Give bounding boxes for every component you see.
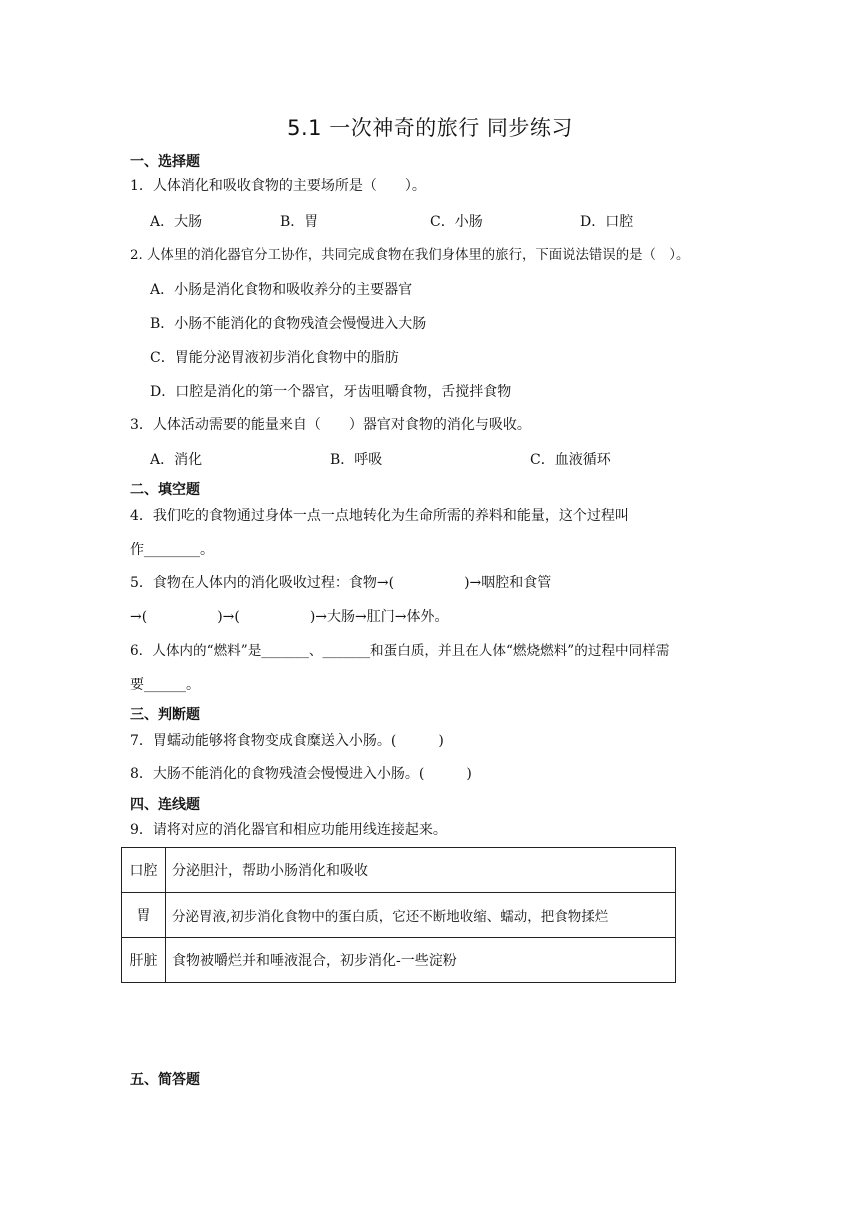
question-9-stem: 9．请将对应的消化器官和相应功能用线连接起来。 xyxy=(130,822,447,838)
table-row xyxy=(122,938,676,983)
question-7: 7．胃蠕动能够将食物变成食糜送入小肠。( ) xyxy=(130,733,444,749)
organ-cell: 胃 xyxy=(122,893,166,938)
question-1-option-a: A．大肠 xyxy=(150,214,203,230)
question-2-option-c: C．胃能分泌胃液初步消化食物中的脂肪 xyxy=(150,350,399,366)
table-row xyxy=(122,893,676,938)
question-2-option-d: D．口腔是消化的第一个器官，牙齿咀嚼食物，舌搅拌食物 xyxy=(150,384,512,400)
question-1-option-b: B．胃 xyxy=(280,214,319,230)
question-8: 8．大肠不能消化的食物残渣会慢慢进入小肠。( ) xyxy=(130,766,472,782)
function-cell: 分泌胃液,初步消化食物中的蛋白质，它还不断地收缩、蠕动，把食物揉烂 xyxy=(166,893,676,938)
question-3-stem: 3．人体活动需要的能量来自（ ）器官对食物的消化与吸收。 xyxy=(130,417,531,433)
question-2-option-a: A．小肠是消化食物和吸收养分的主要器官 xyxy=(150,282,413,298)
question-5-line-1: 5．食物在人体内的消化吸收过程：食物→( )→咽腔和食管 xyxy=(130,575,552,591)
question-3-option-b: B．呼吸 xyxy=(330,452,383,468)
question-6-line-1: 6．人体内的“燃料”是_______、_______和蛋白质，并且在人体“燃烧燃料”的过程中同样需 xyxy=(130,643,670,659)
function-cell: 分泌胆汁，帮助小肠消化和吸收 xyxy=(166,848,676,893)
question-2-option-b: B．小肠不能消化的食物残渣会慢慢进入大肠 xyxy=(150,316,427,332)
question-1-option-d: D．口腔 xyxy=(580,214,634,230)
matching-table xyxy=(121,847,676,983)
question-3-option-c: C．血液循环 xyxy=(530,452,611,468)
organ-cell: 口腔 xyxy=(122,848,166,893)
question-5-line-2: →( )→( )→大肠→肛门→体外。 xyxy=(130,609,449,625)
page-title: 5.1 一次神奇的旅行 同步练习 xyxy=(287,116,573,140)
question-1-stem: 1．人体消化和吸收食物的主要场所是（ ）。 xyxy=(130,178,426,194)
question-4-line-1: 4．我们吃的食物通过身体一点一点地转化为生命所需的养料和能量，这个过程叫 xyxy=(130,508,629,524)
table-row xyxy=(122,848,676,893)
question-6-line-2: 要______。 xyxy=(130,677,200,693)
organ-cell: 肝脏 xyxy=(122,938,166,983)
question-4-line-2: 作________。 xyxy=(130,542,214,558)
function-cell: 食物被嚼烂并和唾液混合，初步消化-一些淀粉 xyxy=(166,938,676,983)
section-heading-short-answer: 五、简答题 xyxy=(130,1072,200,1088)
question-2-stem: 2. 人体里的消化器官分工协作，共同完成食物在我们身体里的旅行，下面说法错误的是（ ）。 xyxy=(130,248,690,263)
section-heading-choice: 一、选择题 xyxy=(130,154,200,170)
section-heading-fill: 二、填空题 xyxy=(130,482,200,498)
section-heading-judge: 三、判断题 xyxy=(130,707,200,723)
question-1-option-c: C．小肠 xyxy=(430,214,483,230)
question-3-option-a: A．消化 xyxy=(150,452,203,468)
section-heading-match: 四、连线题 xyxy=(130,797,200,813)
